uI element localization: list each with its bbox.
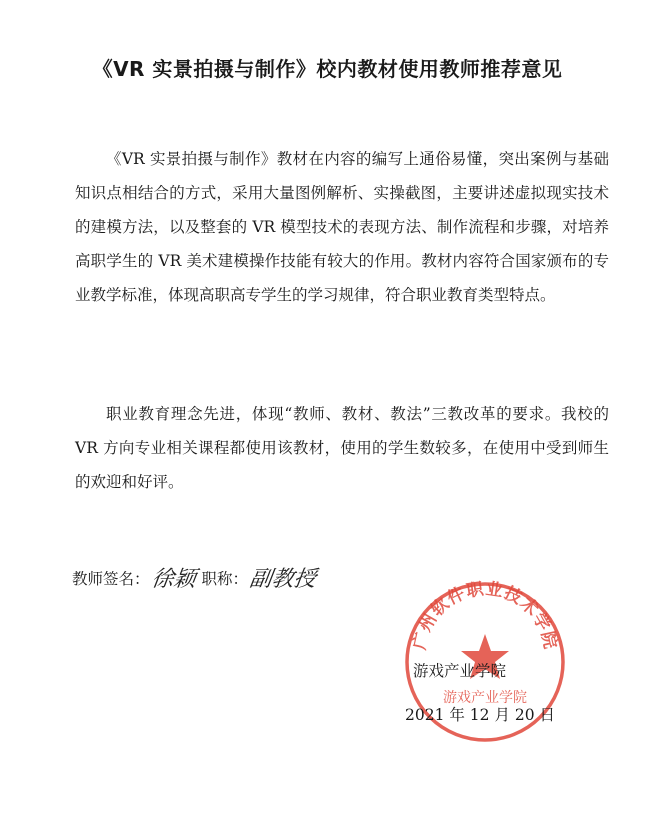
school-name: 游戏产业学院 <box>413 662 507 680</box>
paragraph-2: 职业教育理念先进，体现“教师、教材、教法”三教改革的要求。我校的 VR 方向专业相关课程都使用该教材，使用的学生数较多，在使用中受到师生的欢迎和好评。 <box>75 405 609 491</box>
teacher-signature-label: 教师签名： <box>72 569 150 588</box>
date: 2021 年 12 月 20 日 <box>405 706 556 724</box>
title-label: 职称： <box>201 569 249 588</box>
signature-row <box>72 562 322 593</box>
seal-inner-text: 游戏产业学院 <box>443 690 527 706</box>
title-handwritten-value: 副教授 <box>248 567 318 592</box>
document-title: 《VR 实景拍摄与制作》校内教材使用教师推荐意见 <box>92 57 563 81</box>
seal-arc-text: 广州软件职业技术学院 <box>409 579 561 652</box>
teacher-handwritten-signature: 徐颖 <box>149 567 198 592</box>
paragraph-1: 《VR 实景拍摄与制作》教材在内容的编写上通俗易懂，突出案例与基础知识点相结合的方式，采用大量图例解析、实操截图，主要讲述虚拟现实技术的建模方法，以及整套的 VR 模型技术的表现方法、制作流程和步骤，对培养高职学生的 VR 美术建模操作技能有较大的作用。教材内容符合国家颁布的专业教学标准，体现高职高专学生的学习规律，符合职业教育类型特点。 <box>75 150 609 304</box>
